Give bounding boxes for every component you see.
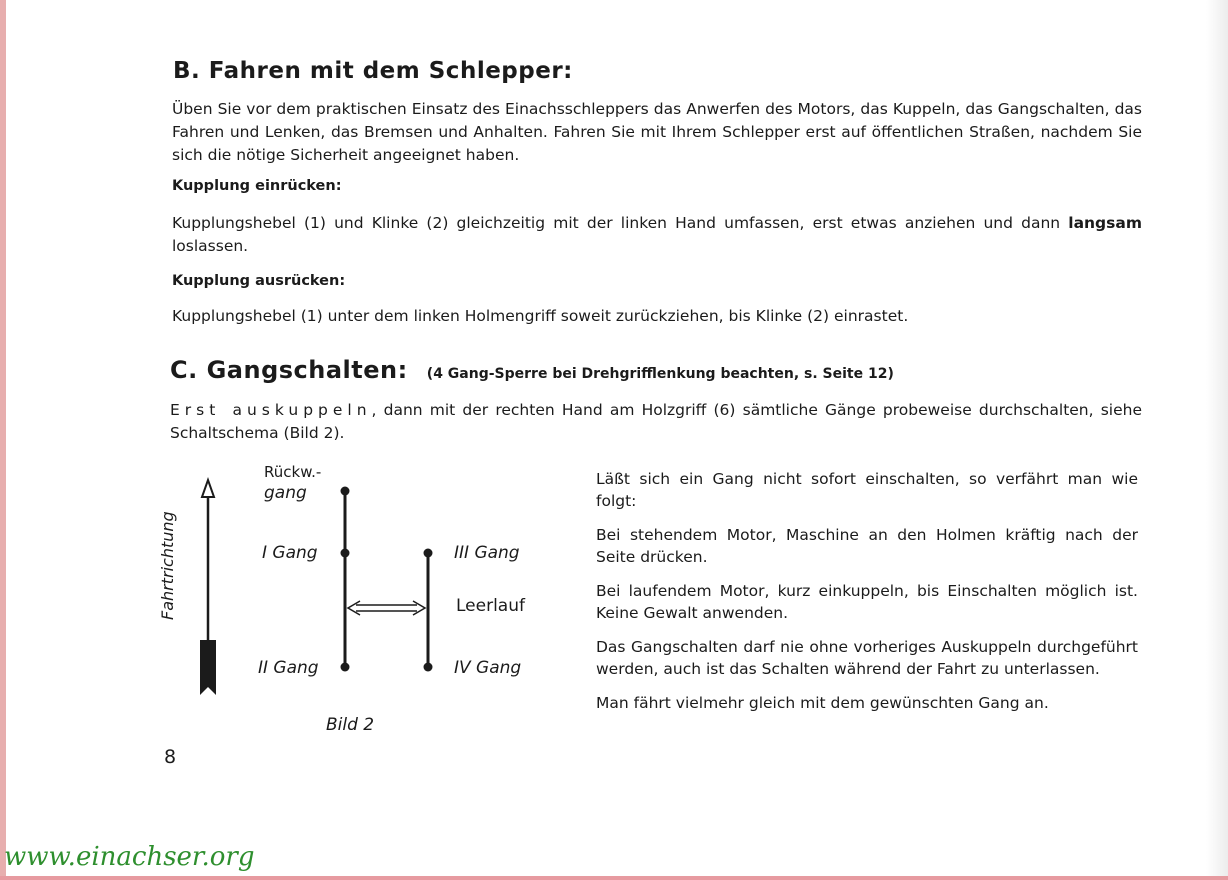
right-paragraph: Das Gangschalten darf nie ohne vorheriges Auskuppeln durchgeführt werden, auch ist das Schalten während der Fahrt zu unterlassen.: [596, 638, 1138, 678]
page-number: 8: [164, 746, 177, 768]
reverse-gear-label-2: gang: [264, 483, 307, 503]
neutral-label: Leerlauf: [456, 596, 525, 616]
gear-dot-4: [424, 663, 433, 672]
gear3-label: III Gang: [454, 543, 520, 563]
gear2-label: II Gang: [258, 658, 319, 678]
gear-shift-diagram: [160, 455, 580, 755]
watermark-link[interactable]: www.einachser.org: [4, 842, 255, 872]
right-paragraph: Man fährt vielmehr gleich mit dem gewünschten Gang an.: [596, 694, 1049, 712]
right-paragraph: Läßt sich ein Gang nicht sofort einschalten, so verfährt man wie folgt:: [596, 470, 1138, 510]
section-c-text-spaced: Erst auskuppeln: [170, 401, 372, 419]
direction-label: Fahrtrichtung: [158, 511, 177, 620]
gear1-label: I Gang: [262, 543, 318, 563]
section-c-header: [170, 356, 894, 384]
neutral-double-arrow: [348, 601, 425, 615]
shift-gate: [341, 487, 433, 672]
page-edge: [0, 0, 6, 880]
kupplung-ausruecken-title: Kupplung ausrücken:: [172, 273, 346, 289]
page-gutter-shadow: [1206, 0, 1228, 880]
section-b-heading: B. Fahren mit dem Schlepper:: [173, 58, 573, 84]
section-b-intro: Üben Sie vor dem praktischen Einsatz des Einachsschleppers das Anwerfen des Motors, das Kuppeln, das Gangschalten, das Fahren und Lenken, das Bremsen und Anhalten. Fahren Sie mit Ihrem Schlepper erst auf öffentlichen Straßen, nachdem Sie sich die nötige Sicherheit angeeignet haben.: [172, 100, 1142, 164]
right-column-text: [596, 468, 1138, 714]
einruecken-text-main: Kupplungshebel (1) und Klinke (2) gleichzeitig mit der linken Hand umfassen, erst etwas anziehen und dann: [172, 214, 1069, 232]
section-c-text: [170, 399, 1142, 445]
gear-dot-1: [341, 549, 350, 558]
gear-dot-reverse: [341, 487, 350, 496]
gear4-label: IV Gang: [454, 658, 522, 678]
direction-arrow: [200, 480, 216, 695]
section-c-note: (4 Gang-Sperre bei Drehgrifflenkung beachten, s. Seite 12): [426, 366, 894, 382]
gear-dot-3: [424, 549, 433, 558]
kupplung-einruecken-title: Kupplung einrücken:: [172, 178, 342, 194]
kupplung-einruecken-text: [172, 212, 1142, 258]
gear-dot-2: [341, 663, 350, 672]
einruecken-text-end: loslassen.: [172, 237, 249, 255]
page-bottom-edge: [0, 876, 1228, 880]
right-paragraph: Bei laufendem Motor, kurz einkuppeln, bis Einschalten möglich ist. Keine Gewalt anwenden.: [596, 582, 1138, 622]
section-c-heading: C. Gangschalten:: [170, 356, 408, 384]
section-c-text-rest: , dann mit der rechten Hand am Holzgriff (6) sämtliche Gänge probeweise durchschalten, siehe Schaltschema (Bild 2).: [170, 401, 1142, 442]
diagram-caption: Bild 2: [326, 715, 375, 735]
einruecken-text-bold: langsam: [1068, 214, 1142, 232]
kupplung-ausruecken-text: Kupplungshebel (1) unter dem linken Holmengriff soweit zurückziehen, bis Klinke (2) einrastet.: [172, 307, 909, 325]
right-paragraph: Bei stehendem Motor, Maschine an den Holmen kräftig nach der Seite drücken.: [596, 526, 1138, 566]
reverse-gear-label-1: Rückw.-: [264, 463, 322, 481]
